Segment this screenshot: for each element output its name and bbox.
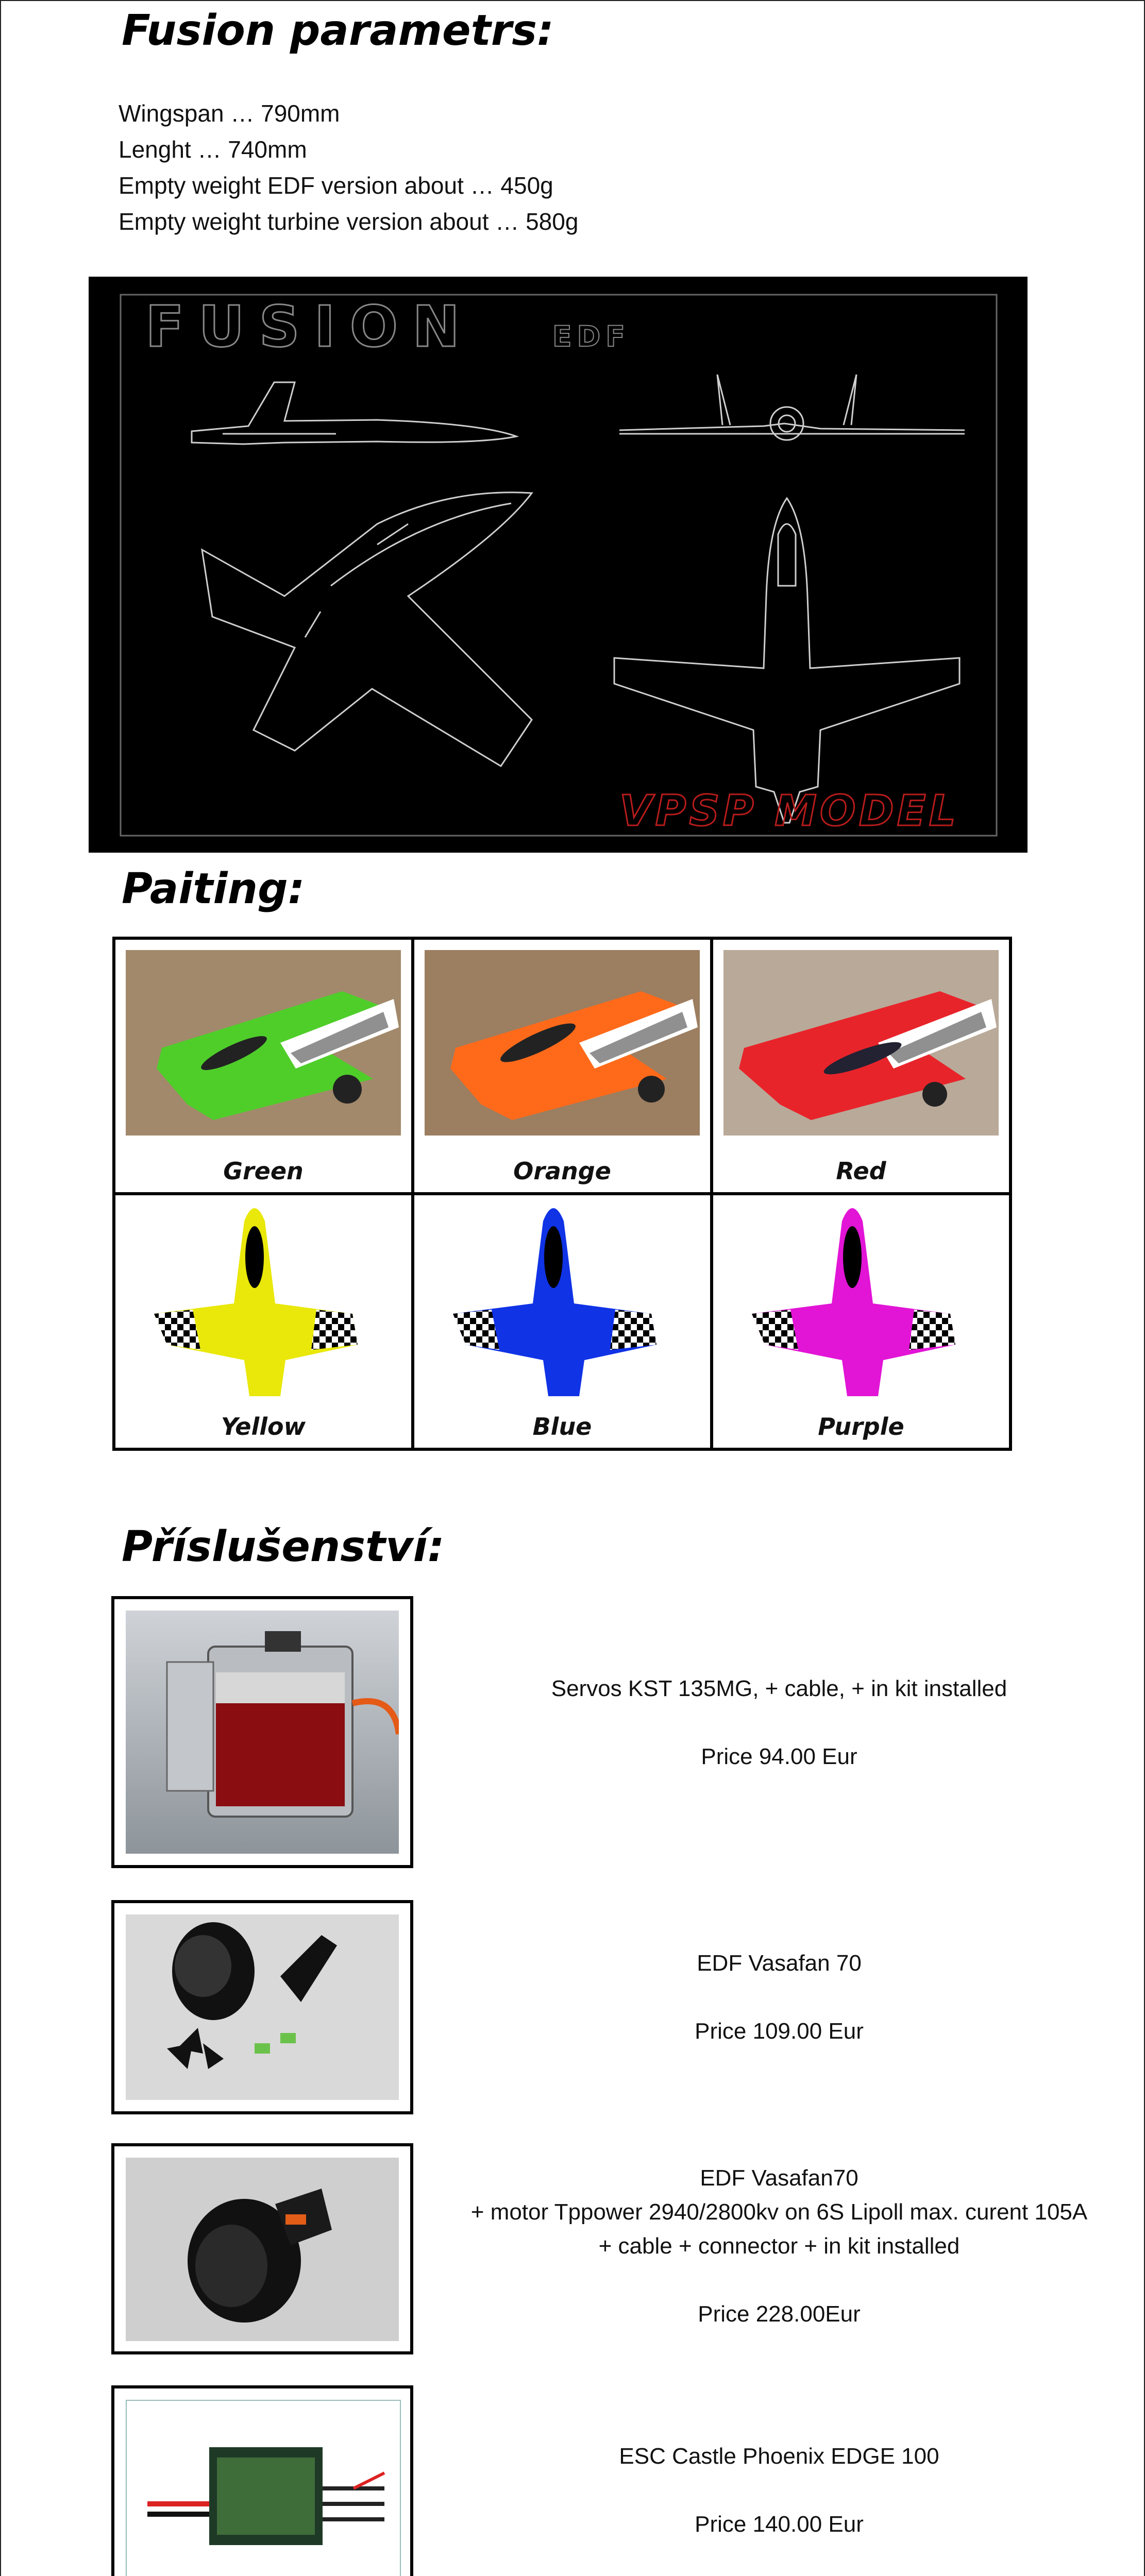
edf-description — [413, 1946, 1145, 2048]
servo-description — [413, 1672, 1145, 1774]
color-cell-yellow — [112, 1192, 414, 1451]
edf-photo — [126, 1914, 399, 2100]
red-jet-drawing — [723, 950, 999, 1136]
esc-price: Price 140.00 Eur — [695, 2512, 864, 2537]
color-label-red: Red — [836, 1157, 886, 1185]
color-cell-purple — [710, 1192, 1012, 1451]
blueprint-logo: VPSP MODEL — [619, 787, 959, 836]
color-label-purple: Purple — [818, 1413, 904, 1440]
color-cell-orange — [411, 937, 713, 1195]
color-label-yellow: Yellow — [221, 1413, 306, 1440]
color-label-green: Green — [223, 1157, 304, 1185]
edf-motor-name: EDF Vasafan70 — [700, 2165, 858, 2191]
edf-thumb — [111, 1900, 413, 2114]
servo-price: Price 94.00 Eur — [701, 1744, 857, 1769]
edf-name: EDF Vasafan 70 — [697, 1951, 862, 1976]
blueprint-drawing — [89, 277, 1028, 853]
accessories-title: Příslušenství: — [122, 1522, 445, 1571]
edf-motor-thumb — [111, 2143, 413, 2354]
edf-motor-spec: + motor Tppower 2940/2800kv on 6S Lipoll max. curent 105A — [470, 2199, 1088, 2225]
spec-line-length: Lenght … 740mm — [119, 136, 307, 163]
purple-jet-render — [713, 1200, 1009, 1406]
edf-motor-photo — [126, 2158, 399, 2341]
esc-spacer — [413, 2473, 1145, 2507]
color-cell-blue — [411, 1192, 713, 1451]
esc-name: ESC Castle Phoenix EDGE 100 — [619, 2444, 939, 2469]
blueprint-title: FUSION — [145, 294, 475, 360]
edf-drawing — [126, 1914, 399, 2100]
green-jet-photo — [126, 950, 401, 1136]
color-label-blue: Blue — [532, 1413, 592, 1440]
edf-motor-extras: + cable + connector + in kit installed — [598, 2233, 960, 2259]
esc-thumb — [111, 2385, 413, 2576]
blueprint-subtitle: EDF — [552, 320, 630, 353]
blueprint-image — [89, 277, 1028, 853]
esc-drawing — [127, 2401, 400, 2576]
edf-motor-spacer — [413, 2263, 1145, 2297]
painting-title: Paiting: — [122, 865, 305, 913]
servo-spacer — [413, 1706, 1145, 1740]
servo-photo — [126, 1611, 399, 1854]
color-label-orange: Orange — [513, 1157, 611, 1185]
servo-name: Servos KST 135MG, + cable, + in kit installed — [551, 1676, 1007, 1701]
edf-motor-price: Price 228.00Eur — [698, 2301, 861, 2327]
orange-jet-photo — [425, 950, 700, 1136]
esc-description — [413, 2439, 1145, 2541]
blue-jet-render — [414, 1200, 710, 1406]
servo-thumb — [111, 1596, 413, 1868]
edf-motor-description — [413, 2161, 1145, 2331]
color-cell-green — [112, 937, 414, 1195]
edf-price: Price 109.00 Eur — [695, 2019, 864, 2044]
servo-drawing — [126, 1611, 399, 1854]
color-cell-red — [710, 937, 1012, 1195]
spec-line-wingspan: Wingspan … 790mm — [119, 100, 340, 127]
edf-motor-drawing — [126, 2158, 399, 2341]
red-jet-photo — [723, 950, 999, 1136]
spec-line-weight-turbine: Empty weight turbine version about … 580g — [119, 208, 579, 235]
green-jet-drawing — [126, 950, 401, 1136]
spec-line-weight-edf: Empty weight EDF version about … 450g — [119, 172, 553, 199]
esc-photo — [126, 2400, 401, 2576]
params-title: Fusion parametrs: — [122, 6, 554, 55]
edf-spacer — [413, 1980, 1145, 2014]
yellow-jet-render — [115, 1200, 411, 1406]
orange-jet-drawing — [425, 950, 700, 1136]
